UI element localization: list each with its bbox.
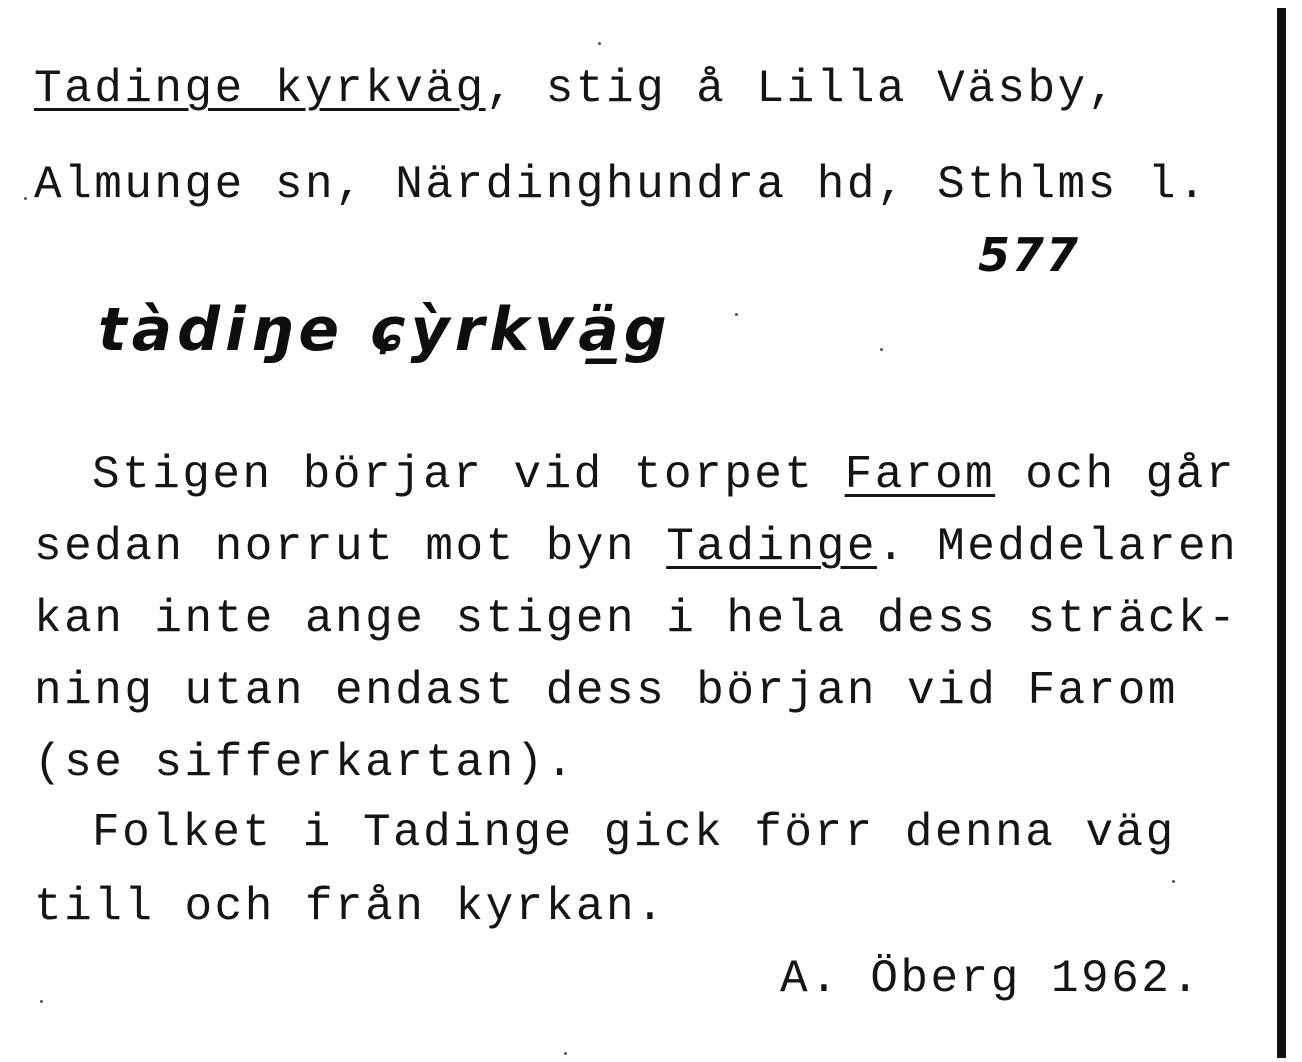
paper-speck	[598, 42, 601, 45]
header-description: , stig å Lilla Väsby,	[485, 63, 1118, 115]
body-text-segment: Stigen börjar vid torpet	[92, 449, 845, 501]
signature: A. Öberg 1962.	[780, 953, 1202, 1005]
paper-speck	[564, 1052, 567, 1055]
place-farom: Farom	[844, 449, 996, 501]
header-line-1	[34, 63, 1118, 115]
card-edge-shadow	[1277, 8, 1286, 1058]
body-text-segment: och går	[995, 449, 1236, 501]
paper-speck	[1172, 880, 1175, 883]
paper-speck	[24, 197, 27, 200]
header-location-line: Almunge sn, Närdinghundra hd, Sthlms l.	[34, 159, 1209, 211]
archive-number: 577	[978, 228, 1081, 282]
body-line-5: (se sifferkartan).	[34, 737, 576, 789]
body-line-2	[34, 521, 1239, 573]
place-tadinge: Tadinge	[666, 521, 877, 573]
body-line-3: kan inte ange stigen i hela dess sträck-	[34, 593, 1239, 645]
body-text-segment: sedan norrut mot byn	[34, 521, 667, 573]
paper-speck	[880, 348, 883, 351]
paper-speck	[735, 313, 738, 316]
body-line-6: Folket i Tadinge gick förr denna väg	[92, 807, 1176, 859]
body-text-segment: . Meddelaren	[876, 521, 1239, 573]
body-line-7: till och från kyrkan.	[34, 881, 667, 933]
body-line-1	[92, 449, 1236, 501]
dialect-transcription: tàdiŋe ɕỳrkvä̲g	[98, 295, 672, 365]
paper-speck	[40, 1000, 43, 1003]
place-name: Tadinge kyrkväg	[34, 63, 486, 115]
body-line-4: ning utan endast dess början vid Farom	[34, 665, 1178, 717]
